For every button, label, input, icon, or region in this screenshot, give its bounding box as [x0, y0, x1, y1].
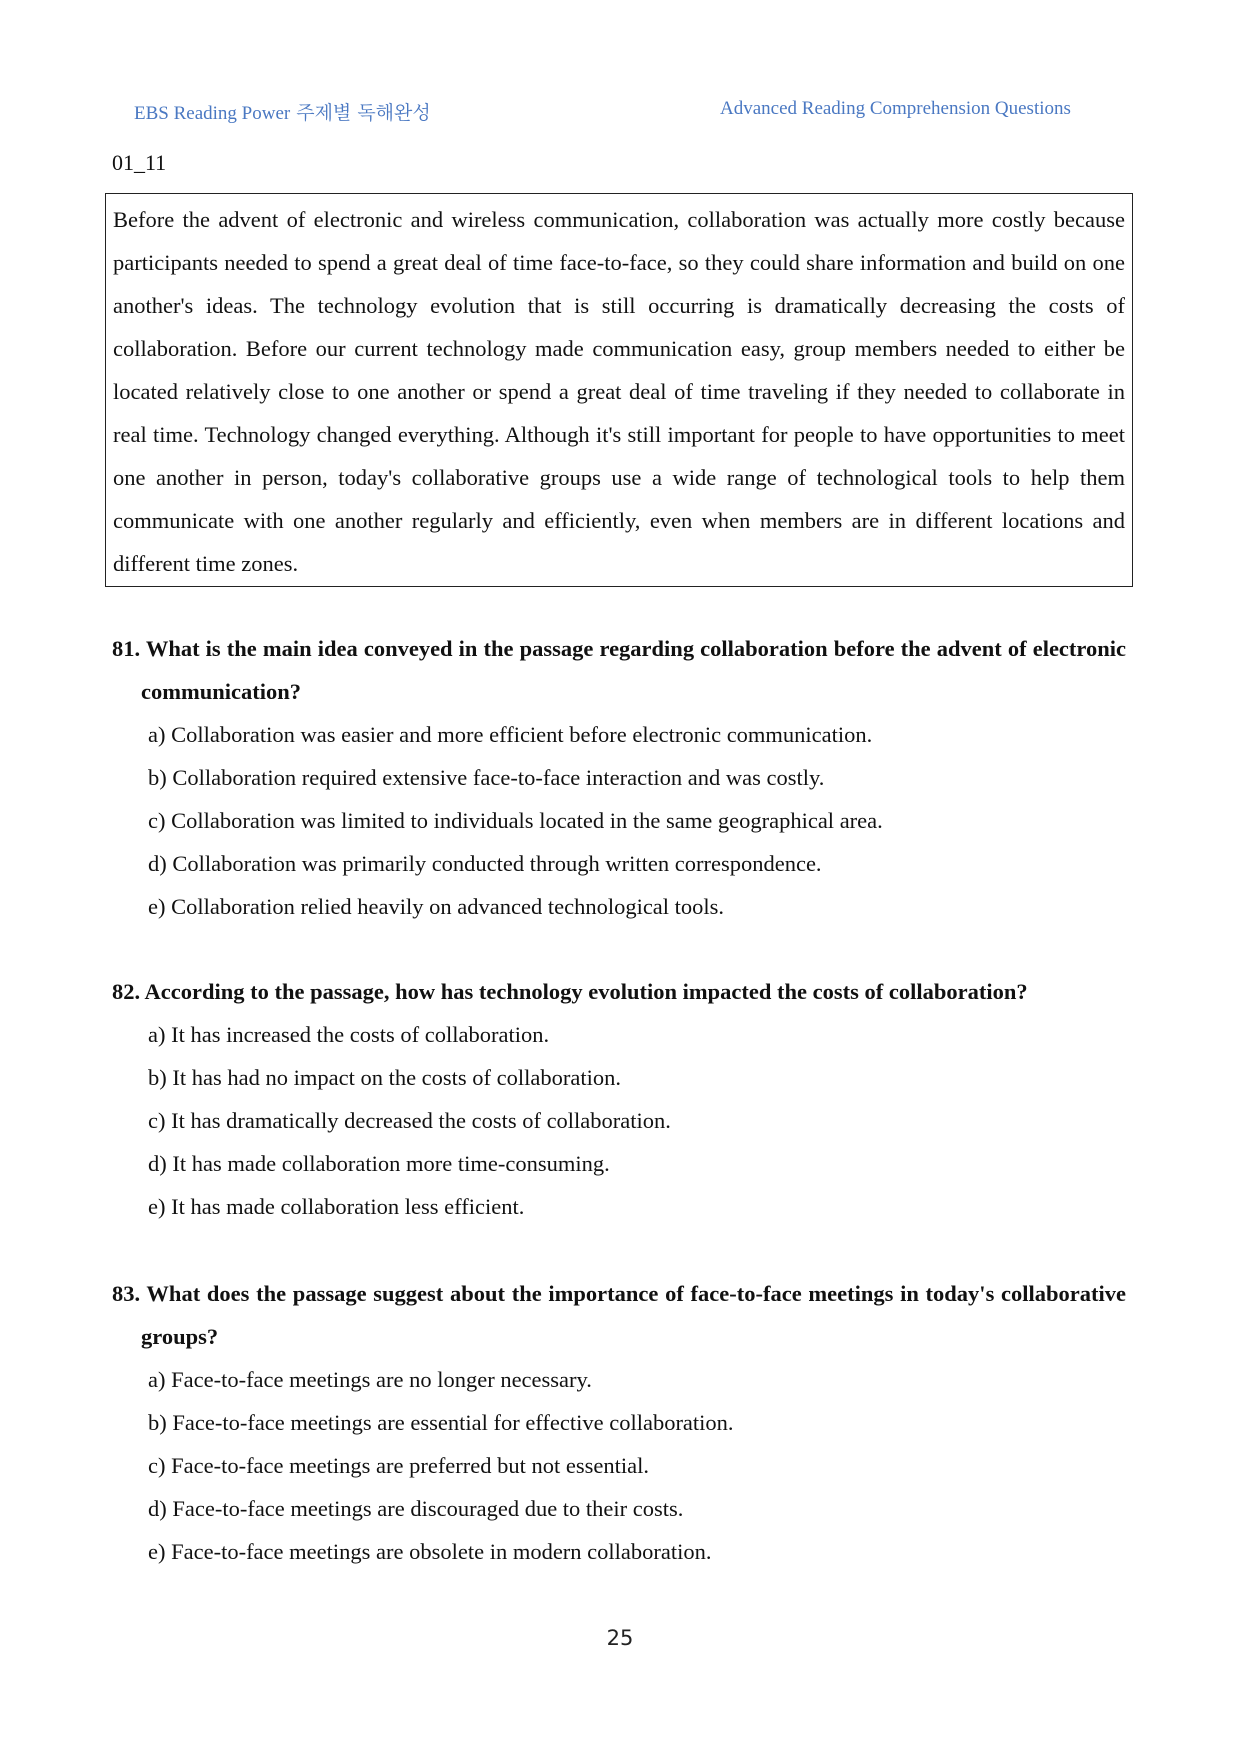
option-a: a) It has increased the costs of collaboration. [148, 1022, 550, 1047]
option-c: c) Collaboration was limited to individuals located in the same geographical area. [148, 808, 883, 833]
option-c: c) Face-to-face meetings are preferred but not essential. [148, 1453, 649, 1478]
option-d: d) It has made collaboration more time-consuming. [148, 1151, 610, 1176]
header-book-title [134, 98, 431, 125]
option-d: d) Face-to-face meetings are discouraged due to their costs. [148, 1496, 684, 1521]
option-b: b) Collaboration required extensive face-to-face interaction and was costly. [148, 765, 825, 790]
option-e: e) Face-to-face meetings are obsolete in modern collaboration. [148, 1539, 712, 1564]
question-stem: 82. According to the passage, how has technology evolution impacted the costs of collaboration? [112, 979, 1028, 1004]
option-list [112, 713, 1126, 928]
question-82 [112, 970, 1126, 1228]
option-list [112, 1013, 1126, 1228]
option-e: e) It has made collaboration less efficient. [148, 1194, 525, 1219]
option-a: a) Collaboration was easier and more efficient before electronic communication. [148, 722, 873, 747]
question-stem: 83. What does the passage suggest about the importance of face-to-face meetings in today's collaborative groups? [112, 1281, 1126, 1349]
option-d: d) Collaboration was primarily conducted through written correspondence. [148, 851, 822, 876]
option-e: e) Collaboration relied heavily on advanced technological tools. [148, 894, 725, 919]
header-book-title-kr: 주제별 독해완성 [296, 102, 431, 124]
passage-text: Before the advent of electronic and wireless communication, collaboration was actually more costly because participants needed to spend a great deal of time face-to-face, so they could share information and build on one another's ideas. The technology evolution that is still occurring is dramatically decreasing the costs of collaboration. Before our current technology made communication easy, group members needed to either be located relatively close to one another or spend a great deal of time traveling if they needed to collaborate in real time. Technology changed everything. Although it's still important for people to have opportunities to meet one another in person, today's collaborative groups use a wide range of technological tools to help them communicate with one another regularly and efficiently, even when members are in different locations and different time zones. [113, 207, 1125, 576]
passage-box [105, 193, 1133, 587]
page-number: 25 [606, 1626, 634, 1650]
section-id: 01_11 [112, 150, 167, 175]
option-a: a) Face-to-face meetings are no longer necessary. [148, 1367, 592, 1392]
question-81 [112, 627, 1126, 928]
option-b: b) It has had no impact on the costs of collaboration. [148, 1065, 622, 1090]
option-c: c) It has dramatically decreased the costs of collaboration. [148, 1108, 671, 1133]
option-b: b) Face-to-face meetings are essential for effective collaboration. [148, 1410, 734, 1435]
option-list [112, 1358, 1126, 1573]
question-83 [112, 1272, 1126, 1573]
header-section-title: Advanced Reading Comprehension Questions [720, 98, 1071, 119]
question-stem: 81. What is the main idea conveyed in the passage regarding collaboration before the advent of electronic communication? [112, 636, 1126, 704]
header-book-title-en: EBS Reading Power [134, 103, 291, 124]
